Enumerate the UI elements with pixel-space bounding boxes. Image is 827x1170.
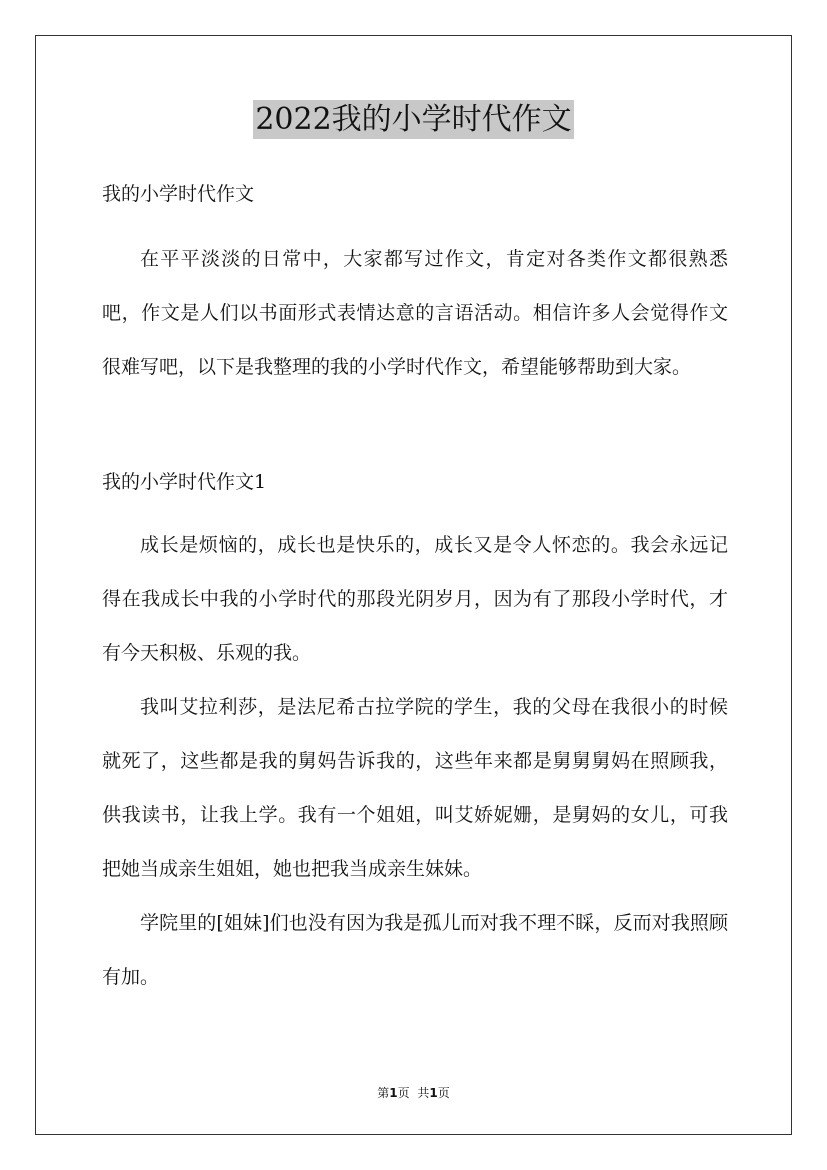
paragraph: 在平平淡淡的日常中，大家都写过作文，肯定对各类作文都很熟悉吧，作文是人们以书面形式表情达意的言语活动。相信许多人会觉得作文很难写吧，以下是我整理的我的小学时代作文，希望能够帮助到大家。 — [102, 248, 728, 378]
section-heading: 我的小学时代作文1 — [102, 471, 267, 493]
document-title: 2022我的小学时代作文 — [255, 102, 572, 137]
paragraph: 我叫艾拉利莎，是法尼希古拉学院的学生，我的父母在我很小的时候就死了，这些都是我的舅妈告诉我的，这些年来都是舅舅舅妈在照顾我，供我读书，让我上学。我有一个姐姐，叫艾娇妮姗，是舅妈的女儿，可我把她当成亲生姐姐，她也把我当成亲生妹妹。 — [102, 696, 728, 880]
paragraph: 学院里的[姐妹]们也没有因为我是孤儿而对我不理不睬，反而对我照顾有加。 — [102, 912, 728, 988]
total-pages: 1 — [429, 1086, 438, 1100]
page-label-prefix: 第 — [377, 1086, 390, 1100]
page-label-suffix: 页 — [397, 1086, 410, 1100]
paragraph: 成长是烦恼的，成长也是快乐的，成长又是令人怀恋的。我会永远记得在我成长中我的小学时代的那段光阴岁月，因为有了那段小学时代，才有今天积极、乐观的我。 — [102, 534, 728, 664]
section-heading: 我的小学时代作文 — [102, 183, 255, 205]
document-body — [102, 174, 728, 1004]
page-footer — [0, 1084, 827, 1101]
total-label-suffix: 页 — [437, 1086, 450, 1100]
total-label-prefix: 共 — [417, 1086, 430, 1100]
page-number: 1 — [389, 1086, 398, 1100]
document-title-wrap — [0, 98, 827, 142]
